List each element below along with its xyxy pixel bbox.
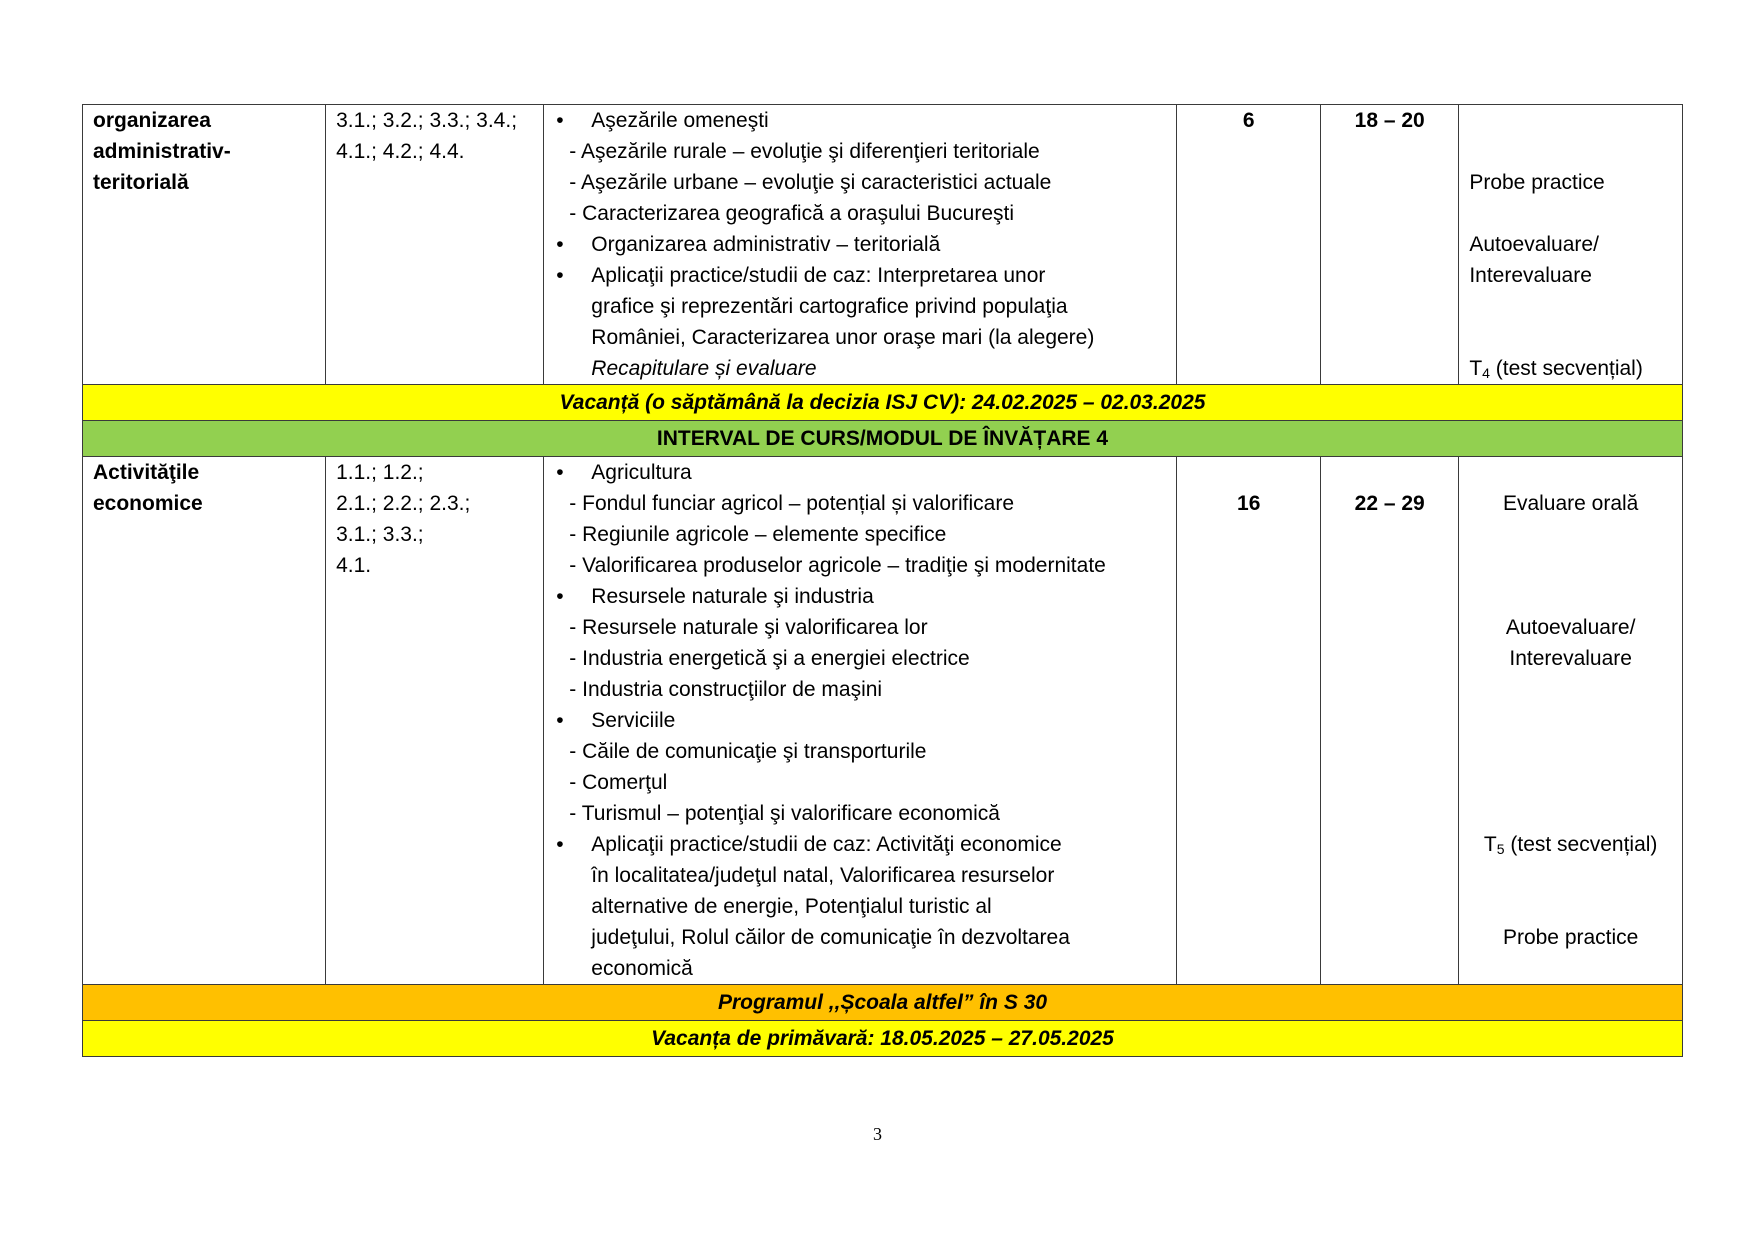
- vacation-band: [83, 385, 1683, 421]
- content-subitem: - Aşezările rurale – evoluţie şi diferenţieri teritoriale: [569, 140, 1040, 163]
- content-subitem: - Regiunile agricole – elemente specifice: [569, 523, 947, 546]
- hours-cell: [1177, 457, 1321, 985]
- competences-text: 1.1.; 1.2.;: [336, 461, 424, 484]
- unit-text: organizarea: [93, 109, 211, 132]
- evaluation-item: Interevaluare: [1509, 647, 1632, 670]
- competences-cell: [326, 457, 544, 985]
- content-bullet: • Aplicaţii practice/studii de caz: Interpretarea unor: [554, 260, 1166, 291]
- competences-cell: [326, 105, 544, 385]
- evaluation-item: Probe practice: [1502, 926, 1639, 949]
- unit-text: teritorială: [93, 171, 189, 194]
- content-subitem: - Căile de comunicaţie şi transporturile: [569, 740, 927, 763]
- content-subitem: - Comerţul: [569, 771, 668, 794]
- content-bullet: • Aplicaţii practice/studii de caz: Activităţi economice: [554, 829, 1166, 860]
- content-subitem: - Fondul funciar agricol – potențial și valorificare: [569, 492, 1015, 515]
- content-line: judeţului, Rolul căilor de comunicaţie în dezvoltarea: [591, 926, 1070, 949]
- table-row: [83, 105, 1683, 385]
- program-band: [83, 985, 1683, 1021]
- content-bullet: • Agricultura: [554, 457, 1166, 488]
- unit-cell: [83, 457, 326, 985]
- unit-cell: [83, 105, 326, 385]
- content-line: în localitatea/judeţul natal, Valorificarea resurselor: [591, 864, 1055, 887]
- vacation-band: [83, 1021, 1683, 1057]
- vacation-text: Vacanță (o săptămână la decizia ISJ CV): 24.02.2025 – 02.03.2025: [83, 385, 1683, 421]
- competences-text: 4.1.: [336, 554, 372, 577]
- evaluation-cell: [1459, 105, 1683, 385]
- planning-table: [82, 104, 1683, 1057]
- weeks-value: 22 – 29: [1354, 492, 1425, 515]
- recap-line: Recapitulare și evaluare: [591, 357, 817, 380]
- evaluation-test: $T_5$ (test secvențial): [1483, 833, 1658, 857]
- content-cell: [544, 105, 1177, 385]
- content-subitem: - Aşezările urbane – evoluţie şi caracteristici actuale: [569, 171, 1052, 194]
- content-subitem: - Caracterizarea geografică a oraşului Bucureşti: [569, 202, 1015, 225]
- content-bullet: • Resursele naturale şi industria: [554, 581, 1166, 612]
- unit-text: administrativ-: [93, 140, 231, 163]
- content-cell: [544, 457, 1177, 985]
- weeks-cell: [1321, 457, 1459, 985]
- evaluation-item: Autoevaluare/: [1505, 616, 1636, 639]
- content-line: economică: [591, 957, 693, 980]
- content-bullet: • Organizarea administrativ – teritorială: [554, 229, 1166, 260]
- content-subitem: - Industria construcţiilor de maşini: [569, 678, 883, 701]
- vacation-text: Vacanța de primăvară: 18.05.2025 – 27.05.2025: [83, 1021, 1683, 1057]
- weeks-cell: [1321, 105, 1459, 385]
- content-bullet: • Serviciile: [554, 705, 1166, 736]
- weeks-value: 18 – 20: [1354, 109, 1425, 132]
- content-line: României, Caracterizarea unor oraşe mari (la alegere): [591, 326, 1095, 349]
- competences-text: 4.1.; 4.2.; 4.4.: [336, 140, 465, 163]
- hours-cell: [1177, 105, 1321, 385]
- content-subitem: - Valorificarea produselor agricole – tradiţie şi modernitate: [569, 554, 1106, 577]
- hours-value: 16: [1237, 492, 1261, 515]
- evaluation-test: $T_4$ (test secvențial): [1469, 357, 1643, 381]
- content-line: alternative de energie, Potenţialul turistic al: [591, 895, 992, 918]
- competences-text: 3.1.; 3.2.; 3.3.; 3.4.;: [336, 109, 518, 132]
- competences-text: 2.1.; 2.2.; 2.3.;: [336, 492, 471, 515]
- evaluation-item: Autoevaluare/: [1469, 233, 1599, 256]
- content-bullet: • Aşezările omeneşti: [554, 105, 1166, 136]
- unit-text: economice: [93, 492, 203, 515]
- competences-text: 3.1.; 3.3.;: [336, 523, 424, 546]
- evaluation-item: Evaluare orală: [1502, 492, 1639, 515]
- evaluation-item: Probe practice: [1469, 171, 1605, 194]
- program-text: Programul ,,Școala altfel” în S 30: [83, 985, 1683, 1021]
- content-line: grafice şi reprezentări cartografice privind populaţia: [591, 295, 1068, 318]
- page-number: 3: [873, 1124, 882, 1144]
- unit-text: Activităţile: [93, 461, 200, 484]
- hours-value: 6: [1242, 109, 1255, 132]
- interval-text: INTERVAL DE CURS/MODUL DE ÎNVĂȚARE 4: [83, 421, 1683, 457]
- evaluation-item: Interevaluare: [1469, 264, 1592, 287]
- content-subitem: - Industria energetică şi a energiei electrice: [569, 647, 970, 670]
- content-subitem: - Turismul – potenţial şi valorificare economică: [569, 802, 1000, 825]
- content-subitem: - Resursele naturale şi valorificarea lor: [569, 616, 928, 639]
- interval-band: [83, 421, 1683, 457]
- table-row: [83, 457, 1683, 985]
- evaluation-cell: [1459, 457, 1683, 985]
